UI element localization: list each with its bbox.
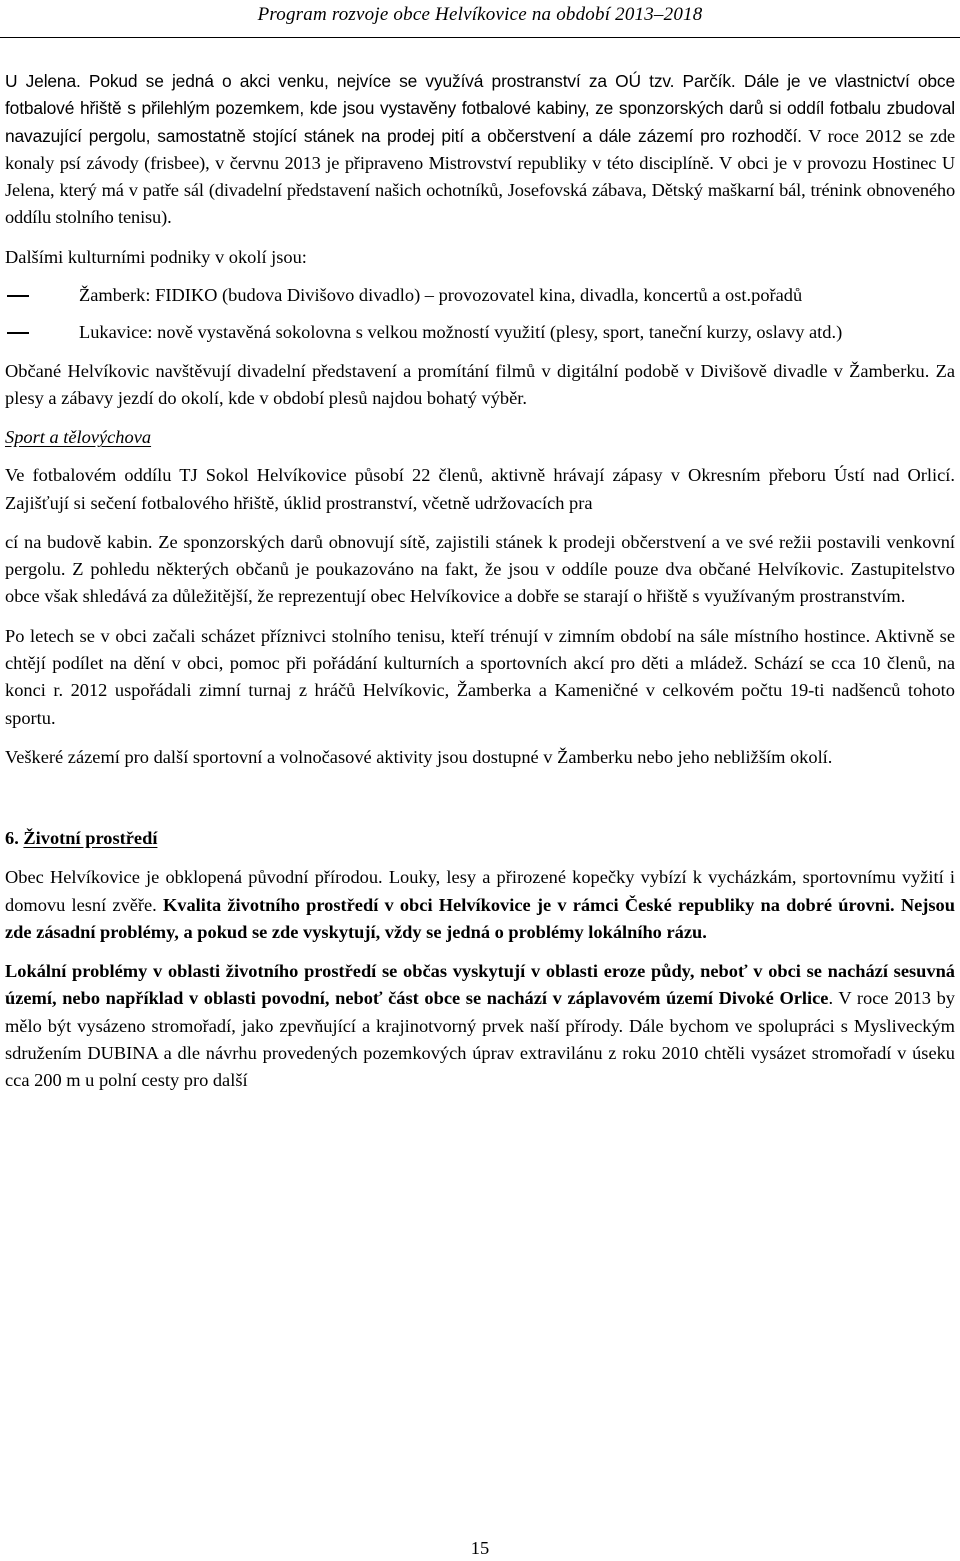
list-item (5, 319, 955, 346)
section-heading-environment (5, 825, 955, 852)
environment-paragraph-highlight: Kvalita životního prostředí v obci Helvíkovice je v rámci České republiky na dobré úrovni. Nejsou zde zásadní problémy, a pokud se zde vyskytují, vždy se jedná o problémy lokálního rázu. (5, 894, 955, 942)
culture-venues-intro: Dalšími kulturními podniky v okolí jsou: (5, 246, 307, 267)
table-tennis-paragraph: Po letech se v obci začali scházet příznivci stolního tenisu, kteří trénují v zimním období na sále místního hostince. Aktivně se chtějí podílet na dění v obci, pomoc při pořádání kulturních a sportovních akcí pro děti a mládež. Schází se cca 10 členů, na konci r. 2012 uspořádali zimní turnaj z hráčů Helvíkovic, Žamberka a Kameničné v celkovém počtu 19-ti nadšenců tohoto sportu. (5, 625, 955, 728)
list-item (5, 282, 955, 309)
section-number: 6. (5, 828, 19, 849)
culture-venues-list (5, 282, 955, 347)
culture-paragraph (5, 68, 955, 232)
sports-facilities-paragraph: Veškeré zázemí pro další sportovní a volnočasové aktivity jsou dostupné v Žamberku nebo jeho nebližším okolí. (5, 746, 833, 767)
environment-paragraph-intro: Obec Helvíkovice je obklopená původní přírodou. Louky, lesy a přirozené kopečky vybízí k vycházkám, sportovnímu vyžití i domovu lesní zvěře. (5, 867, 955, 915)
page-number: 15 (470, 1538, 490, 1558)
dash-bullet-icon (7, 295, 29, 297)
page-content (5, 68, 955, 1095)
culture-paragraph-part2: V roce 2012 se zde konaly psí závody (frisbee), v červnu 2013 je připraveno Mistrovství republiky v této disciplíně. V obci je v provozu Hostinec U Jelena, který má v patře sál (divadelní představení našich ochotníků, Josefovská zábava, Dětský maškarní bál, trénink obnoveného oddílu stolního tenisu). (5, 125, 955, 228)
environment-problems-text: . V roce 2013 by mělo být vysázeno stromořadí, jako zpevňující a krajinotvorný prvek naší přírody. Dále bychom ve spolupráci s Mysliveckým sdružením DUBINA a dle návrhu provedených pozemkových úprav extravilánu z roku 2010 chtěli vysázet stromořadí v úseku cca 200 m u polní cesty pro další (5, 988, 956, 1091)
dash-bullet-icon (7, 332, 29, 334)
section-title: Životní prostředí (23, 828, 158, 849)
environment-paragraph (5, 864, 955, 946)
football-paragraph-continued: cí na budově kabin. Ze sponzorských darů obnovují sítě, zajistili stánek k prodeji občerstvení a ve své režii postavili venkovní pergolu. Z pohledu některých občanů je poukazováno na fakt, že jsou v oddíle pouze dva občané Helvíkovic. Zastupitelstvo obce však shledává za důležitější, že reprezentují obec Helvíkovice a dobře se starají o hřiště s využívaným prostranstvím. (5, 531, 955, 607)
document-title: Program rozvoje obce Helvíkovice na období 2013–2018 (257, 4, 703, 25)
theatre-paragraph: Občané Helvíkovic navštěvují divadelní představení a promítání filmů v digitální podobě v Divišově divadle v Žamberku. Za plesy a zábavy jezdí do okolí, kde v období plesů najdou bohatý výběr. (5, 360, 955, 408)
culture-paragraph-part1: U Jelena. Pokud se jedná o akci venku, nejvíce se využívá prostranství za OÚ tzv. Parčík. Dále je ve vlastnictví obce fotbalové hřiště s přilehlým pozemkem, kde jsou vystavěny fotbalové kabiny, ze sponzorských darů si oddíl fotbalu zbudoval navazující pergolu, samostatně stojící stánek na prodej pití a občerstvení a dále zázemí pro rozhodčí. (5, 71, 955, 146)
environment-problems-paragraph (5, 958, 955, 1094)
sport-subheading: Sport a tělovýchova (5, 427, 152, 448)
page-header (0, 4, 960, 30)
list-item-text: Lukavice: nově vystavěná sokolovna s velkou možností využití (plesy, sport, taneční kurzy, oslavy atd.) (79, 322, 843, 343)
football-paragraph: Ve fotbalovém oddílu TJ Sokol Helvíkovice působí 22 členů, aktivně hrávají zápasy v Okresním přeboru Ústí nad Orlicí. Zajišťují si sečení fotbalového hřiště, úklid prostranství, včetně udržovacích pra (5, 465, 955, 513)
header-divider (0, 37, 960, 38)
list-item-text: Žamberk: FIDIKO (budova Divišovo divadlo) – provozovatel kina, divadla, koncertů a ost.pořadů (79, 285, 803, 306)
environment-problems-highlight: Lokální problémy v oblasti životního prostředí se občas vyskytují v oblasti eroze půdy, neboť v obci se nachází sesuvná území, nebo například v oblasti povodní, neboť část obce se nachází v záplavovém území Divoké Orlice (5, 961, 955, 1009)
